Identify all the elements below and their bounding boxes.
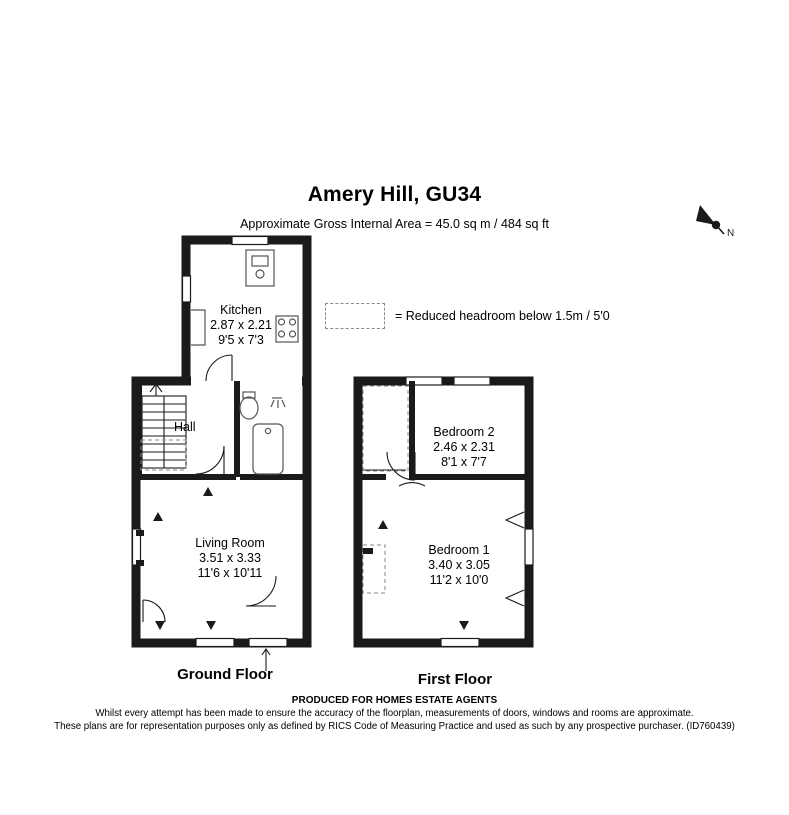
page-title: Amery Hill, GU34 (307, 183, 482, 206)
room-dim-m-bedroom-2: 2.46 x 2.31 (433, 440, 495, 454)
room-name-bedroom-1: Bedroom 1 (428, 543, 490, 557)
footer (0, 694, 789, 733)
floor-caption-ground: Ground Floor (177, 666, 273, 683)
room-dim-ft-kitchen: 9'5 x 7'3 (218, 333, 264, 347)
room-dim-ft-bedroom-1: 11'2 x 10'0 (429, 573, 489, 587)
room-label-bedroom-1 (380, 543, 538, 588)
room-dim-m-bedroom-1: 3.40 x 3.05 (428, 558, 490, 572)
footer-producer: PRODUCED FOR HOMES ESTATE AGENTS (291, 695, 498, 706)
room-dim-m-kitchen: 2.87 x 2.21 (210, 318, 272, 332)
room-label-kitchen (186, 303, 296, 348)
room-name-bedroom-2: Bedroom 2 (433, 425, 495, 439)
ground-floor-plan (133, 237, 308, 672)
room-name-kitchen: Kitchen (220, 303, 262, 317)
legend-label: = Reduced headroom below 1.5m / 5'0 (395, 309, 610, 323)
room-dim-ft-bedroom-2: 8'1 x 7'7 (441, 455, 487, 469)
room-name-living-room: Living Room (195, 536, 265, 550)
room-label-bedroom-2 (400, 425, 528, 470)
room-dim-m-living-room: 3.51 x 3.33 (199, 551, 261, 565)
footer-disclaimer-1: Whilst every attempt has been made to ensure the accuracy of the floorplan, measurements of doors, windows and rooms are approximate. (95, 708, 694, 719)
svg-text:N: N (727, 228, 735, 239)
first-floor-plan (358, 377, 533, 647)
room-dim-ft-living-room: 11'6 x 10'11 (197, 566, 263, 580)
room-label-living-room (150, 536, 310, 581)
room-name-hall: Hall (174, 420, 196, 434)
footer-disclaimer-2: These plans are for representation purposes only as defined by RICS Code of Measuring Practice and used as such by any prospective purchaser. (ID760439) (54, 721, 735, 732)
page-subtitle: Approximate Gross Internal Area = 45.0 sq m / 484 sq ft (240, 217, 549, 231)
room-label-hall (174, 420, 228, 435)
floor-caption-first: First Floor (417, 671, 493, 688)
